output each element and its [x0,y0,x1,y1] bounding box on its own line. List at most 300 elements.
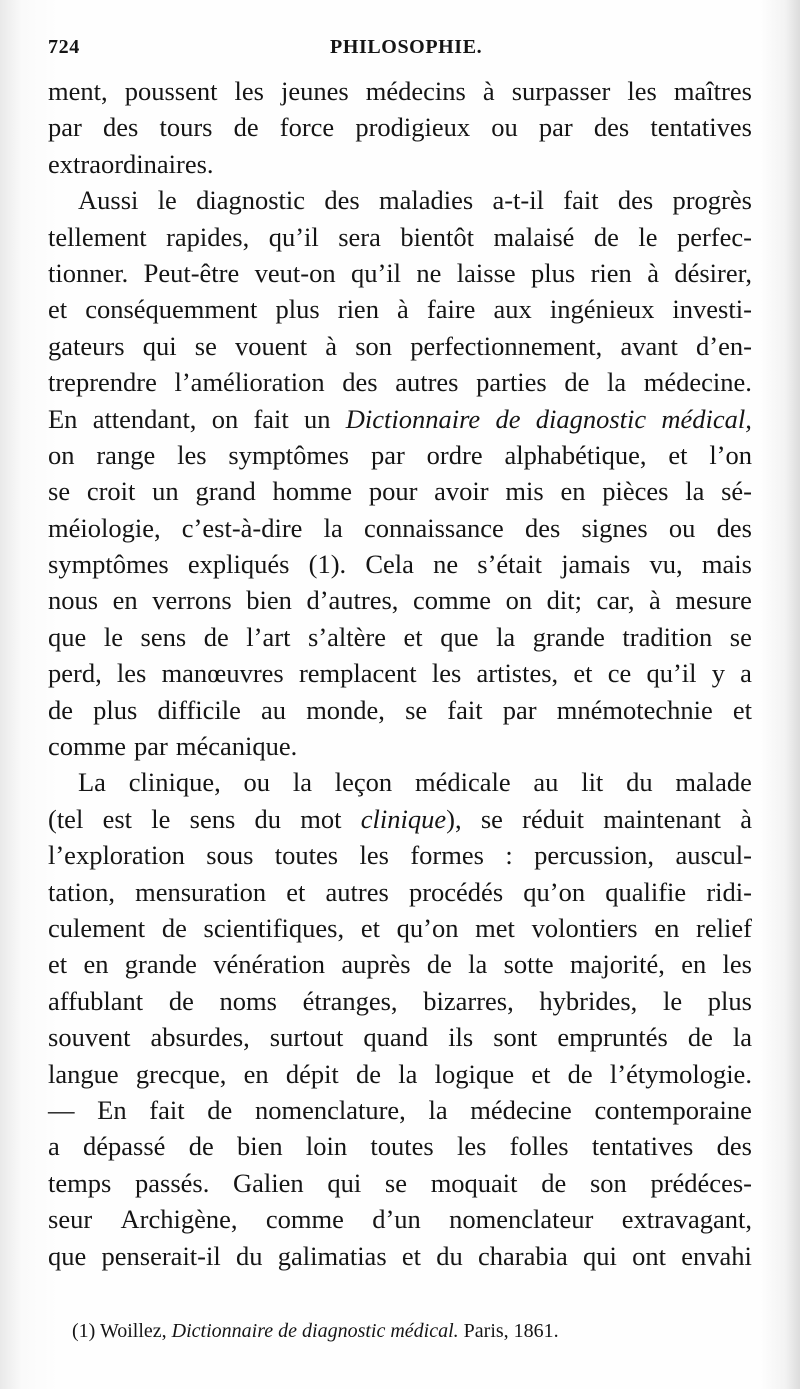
word: seur [48,1204,93,1235]
text-line [48,986,752,1022]
word: La [78,767,106,798]
word: mensuration [135,876,267,907]
word: dépassé [83,1131,166,1162]
word: noms [219,985,277,1016]
word: et [286,876,306,907]
word: des [324,185,360,216]
page-header [44,36,754,62]
text-line [48,367,752,403]
word: tation, [48,876,115,907]
word: extraordinaires. [48,148,214,179]
text-line [48,331,752,367]
text-line [48,258,752,294]
word: hybrides, [539,985,638,1016]
word: se [384,1167,407,1198]
word: progrès [672,185,752,216]
word: de [168,985,194,1016]
word: temps [48,1167,112,1198]
word: prodigieux [355,112,471,143]
word: est [102,803,132,834]
word: fait [149,1094,185,1125]
word: signes [581,512,648,543]
word: des [524,512,561,543]
text-line [48,731,752,767]
word: connaissance [363,512,504,543]
body-text [48,76,752,1277]
word: dépit [285,1058,339,1089]
word: clinique [360,803,447,834]
word: ce [607,658,632,689]
word: du [235,1240,263,1271]
word: relief [696,912,752,943]
word: : [505,840,513,871]
word: la [607,367,627,398]
footnote-place-date: Paris, 1861. [463,1320,559,1342]
word: les [234,76,264,106]
word: Galien [233,1167,304,1198]
text-line [48,949,752,985]
word: grecque, [135,1058,227,1089]
word: à [325,330,338,361]
text-line [48,476,752,512]
word: mesure [675,585,752,616]
word: aux [493,294,532,325]
word: malaisé [493,221,575,252]
running-head: PHILOSOPHIE. [330,36,483,58]
word: rien [590,257,632,288]
word: l’amélioration [174,367,325,398]
word: la [323,512,343,543]
word: bizarres, [423,985,514,1016]
word: de [48,694,74,725]
word: homme [272,476,353,507]
text-line [48,913,752,949]
word [361,804,462,835]
word: du [254,803,282,834]
word: les [627,76,657,106]
word: gateurs [48,330,125,361]
word: auprès [341,949,411,980]
word: met [475,912,515,943]
word: majorité, [569,949,665,980]
word: le [151,803,171,834]
word: à [647,257,659,288]
word: la [428,1094,448,1125]
word: et [732,694,752,725]
word: nomenclature, [254,1094,406,1125]
word: à [482,76,495,106]
word: qu’on [396,912,459,943]
word: percussion, [534,840,655,871]
word: loin [305,1131,348,1162]
word: un [304,403,331,434]
word: les [431,658,462,689]
word: sont [493,1022,538,1053]
word: Dictionnaire [345,403,481,434]
word: tentatives [591,1131,694,1162]
word: de [541,1167,567,1198]
word: ), [446,803,462,834]
word: absurdes, [150,1022,250,1053]
word: désirer, [674,257,752,288]
word: de [161,912,187,943]
word: vénération [213,949,326,980]
word: ou [491,112,518,143]
text-line [48,513,752,549]
text-line [48,149,752,185]
word: fait [447,694,483,725]
word: s’était [477,549,543,580]
word: la [685,476,705,507]
word: à [397,294,409,325]
word: des [716,1131,752,1162]
word: se [729,621,752,652]
word: qu’il [350,257,402,288]
word: En [97,1094,127,1125]
word: en [681,949,707,980]
word: la [292,767,312,798]
text-line [48,1095,752,1131]
text-line [48,112,752,148]
word: se [194,330,217,361]
word: fait [563,185,599,216]
word: sé- [721,476,752,507]
word: et [531,1058,551,1089]
word: des [342,367,378,398]
word: par [538,112,573,143]
text-line [48,76,752,112]
word: par [502,694,537,725]
word: la [398,1058,418,1089]
word: qui [327,1167,362,1198]
footnote-author: Woillez, [99,1320,167,1342]
word: clinique, [128,767,221,798]
word: c’est-à-dire [181,512,303,543]
word: mais [701,549,752,580]
word: sotte [503,949,554,980]
word: médecine. [643,367,752,398]
word: lit [581,767,604,798]
word: son [355,330,393,361]
word: de [356,1058,382,1089]
word: d’en- [696,330,752,361]
word: sous [206,840,254,871]
word: en [560,476,586,507]
word: grand [195,476,256,507]
word: toutes [274,840,339,871]
word: l’exploration [48,840,185,871]
word: pièces [602,476,669,507]
word: croit [86,476,136,507]
word: mot [300,803,342,834]
word: méiologie, [48,512,161,543]
word: plus [275,294,320,325]
text-line [48,185,752,221]
word: artistes, [476,658,559,689]
word: dit; [546,585,582,616]
word: réduit [522,803,584,834]
text-line [48,294,752,330]
word: extravagant, [621,1204,752,1235]
word: penserait-il [101,1240,221,1271]
text-line [48,549,752,585]
text-line [48,877,752,913]
word: s’altère [308,621,386,652]
word: et [360,912,380,943]
word: qui [142,330,177,361]
word: sera [338,221,381,252]
word: à [740,803,752,834]
text-line [48,658,752,694]
word: de [233,112,259,143]
word: affublant [48,985,144,1016]
text-line [48,1022,752,1058]
word: tentatives [650,112,752,143]
word: bientôt [400,221,474,252]
word: d’un [372,1204,421,1235]
word: des [593,112,630,143]
word: qualifie [605,876,687,907]
word: médecins [365,76,466,106]
footnote-title: Dictionnaire de diagnostic médical. [171,1320,459,1342]
word: étranges, [302,985,398,1016]
word: on [505,585,533,616]
word: ne [416,257,442,288]
word: remplacent [298,658,417,689]
word: perfectionnement, [410,330,603,361]
text-line [48,1059,752,1095]
word: en [243,1058,269,1089]
word: nomenclateur [449,1204,594,1235]
word: le [638,221,658,252]
word: on [211,403,239,434]
word: sens [140,621,187,652]
word: perfec- [676,221,752,252]
word: bien [237,1131,283,1162]
word: laisse [456,257,516,288]
text-line [48,440,752,476]
page-number: 724 [48,36,80,58]
word: mis [505,476,544,507]
word: Cela [365,549,414,580]
word: plus [93,694,138,725]
word: (1). [308,549,347,580]
word: difficile [157,694,241,725]
word: passés. [135,1167,210,1198]
word: se [480,803,503,834]
word: mécanique. [175,731,298,762]
word: ou [668,512,696,543]
word: diagnostic [196,185,306,216]
text-line [48,804,752,840]
text-line [48,1131,752,1167]
word: tradition [622,621,713,652]
word: qui [583,1240,617,1271]
word: grande [532,621,605,652]
word: symptômes [48,549,169,580]
word: de [207,1094,233,1125]
word: ordre [426,439,483,470]
word: ne [433,549,459,580]
word: le [103,621,123,652]
word: culement [48,912,146,943]
word: maîtres [673,76,752,106]
word: et [401,1240,422,1271]
text-line [48,840,752,876]
text-line [48,695,752,731]
word: à [649,585,661,616]
word: de [426,949,452,980]
word: ment, [48,76,108,106]
word: monde, [306,694,385,725]
word: envahi [681,1240,752,1271]
word: des [716,512,752,543]
word: conséquemment [85,294,258,325]
word: auscul- [675,840,752,871]
word: de [687,1022,713,1053]
text-line [48,1168,752,1204]
word: langue [48,1058,119,1089]
word: moquait [430,1167,518,1198]
word: maladies [378,185,474,216]
word: qu’on [523,876,586,907]
word: mnémotechnie [556,694,713,725]
word: a [48,1131,60,1162]
word: comme [265,1204,344,1235]
word: folles [509,1131,569,1162]
word: la [468,949,488,980]
word: nous [48,585,99,616]
word: a [740,658,752,689]
word: surpasser [511,76,611,106]
word: verrons [152,585,232,616]
word: range [96,439,156,470]
word: tours [159,112,213,143]
word: jeunes [281,76,349,106]
word: qu’il [646,658,697,689]
word: que [48,1240,87,1271]
word: volontiers [531,912,638,943]
word: ingénieux [549,294,655,325]
word: Peut-être [143,257,240,288]
word: on [48,439,75,470]
word: d’autres, [306,585,399,616]
word: maintenant [603,803,721,834]
word: du [626,767,653,798]
word: l’on [709,439,752,470]
word: son [589,1167,627,1198]
word: vu, [649,549,683,580]
word: par [134,731,168,762]
text-line [48,767,752,803]
word: comme [48,731,126,762]
word: de [203,621,229,652]
word: En [48,403,78,434]
word: qu’il [268,221,319,252]
word: diagnostic [535,403,647,434]
word: formes [410,840,484,871]
word: investi- [672,294,752,325]
word: scientifiques, [203,912,345,943]
word: par [48,112,82,143]
text-line [48,622,752,658]
word: leçon [334,767,393,798]
word: toutes [370,1131,434,1162]
word: manœuvres [161,658,284,689]
word: de [495,403,521,434]
word: quand [363,1022,429,1053]
word: en [654,912,680,943]
word: de [567,1058,593,1089]
word: les [116,658,147,689]
word: faire [426,294,476,325]
word: prédéces- [650,1167,752,1198]
word: le [157,185,177,216]
word: et [48,949,68,980]
text-line [48,585,752,621]
word: grande [124,949,197,980]
word: des [102,112,139,143]
word: de [564,367,590,398]
word: ridi- [706,876,752,907]
word: ont [632,1240,667,1271]
footnote [72,1320,692,1343]
word: contemporaine [594,1094,752,1125]
word: sens [189,803,236,834]
word: et [573,658,593,689]
word: plus [531,257,576,288]
word: veut-on [254,257,336,288]
word: Archigène, [120,1204,238,1235]
word: perd, [48,658,102,689]
word: tellement [48,221,147,252]
word: les [359,840,389,871]
word: attendant, [92,403,197,434]
word: y [711,658,725,689]
word: au [261,694,287,725]
word: car, [596,585,635,616]
word: la [732,1022,752,1053]
word: tionner. [48,257,129,288]
word: le [662,985,683,1016]
word: avoir [434,476,489,507]
word: logique [434,1058,515,1089]
word: empruntés [557,1022,668,1053]
word: par [370,439,405,470]
word: que [440,621,479,652]
word: force [279,112,335,143]
word: avant [620,330,678,361]
word: souvent [48,1022,131,1053]
word: du [436,1240,463,1271]
word: Aussi [78,185,139,216]
word: des [617,185,654,216]
word: et [668,439,688,470]
text-line [48,1241,752,1277]
word: ou [243,767,271,798]
word: expliqués [187,549,290,580]
word: l’étymologie. [609,1058,752,1089]
word: plus [707,985,752,1016]
word: de [593,221,619,252]
word: médecine [470,1094,572,1125]
word: treprendre [48,367,157,398]
word: et [48,294,68,325]
word: ils [448,1022,474,1053]
word: les [722,949,752,980]
word: parties [476,367,547,398]
word: bien [246,585,292,616]
